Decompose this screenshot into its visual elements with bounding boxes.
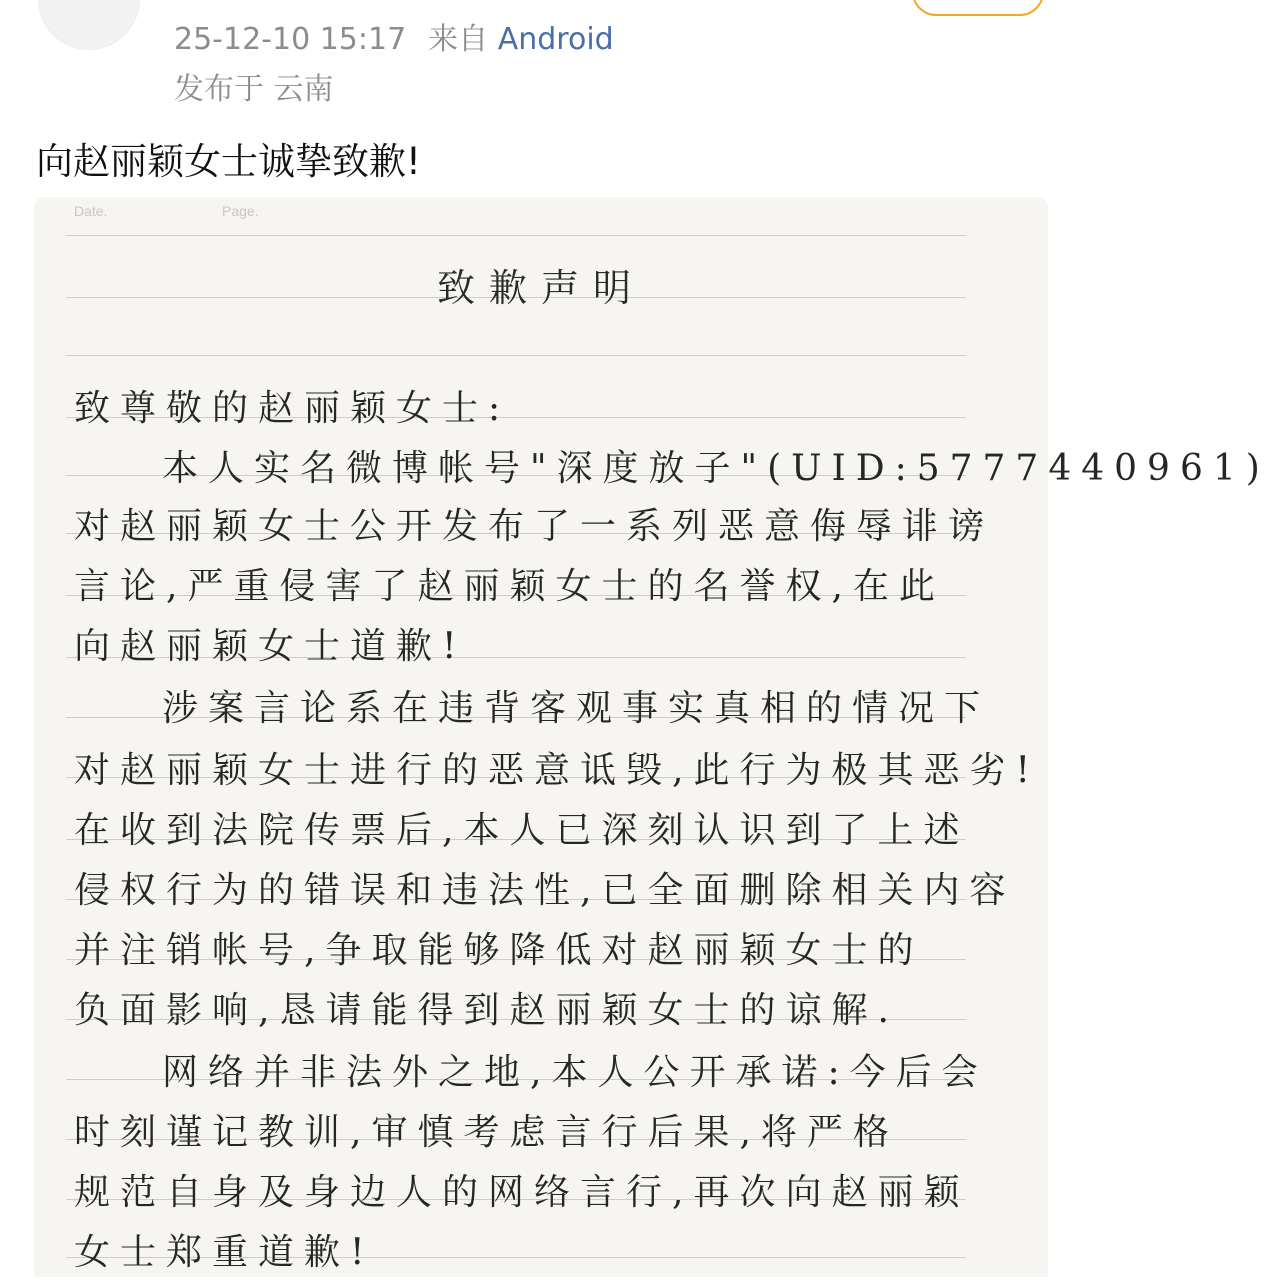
post-text: 向赵丽颖女士诚挚致歉! [36, 140, 421, 183]
paper-date-label: Date. [74, 203, 108, 219]
letter-line: 涉案言论系在违背客观事实真相的情况下 [162, 688, 991, 729]
avatar[interactable] [38, 0, 140, 50]
ruled-line [66, 235, 966, 236]
letter-line: 时刻谨记教训,审慎考虑言行后果,将严格 [74, 1112, 899, 1153]
letter-line: 规范自身及身边人的网络言行,再次向赵丽颖 [74, 1172, 970, 1213]
letter-line: 对赵丽颖女士进行的恶意诋毁,此行为极其恶劣! [74, 750, 1040, 791]
post-image[interactable] [34, 197, 1270, 1277]
letter-line: 对赵丽颖女士公开发布了一系列恶意侮辱诽谤 [74, 506, 995, 547]
letter-line: 向赵丽颖女士道歉! [74, 626, 467, 667]
letter-line: 负面影响,恳请能得到赵丽颖女士的谅解. [74, 990, 899, 1031]
letter-line: 女士郑重道歉! [74, 1232, 375, 1273]
post-location: 发布于 云南 [174, 72, 334, 107]
letter-line: 网络并非法外之地,本人公开承诺:今后会 [162, 1052, 988, 1093]
letter-line: 在收到法院传票后,本人已深刻认识到了上述 [74, 810, 970, 851]
letter-line: 并注销帐号,争取能够降低对赵丽颖女士的 [74, 930, 924, 971]
post-timestamp: 25-12-10 15:17 [174, 22, 407, 57]
letter-title: 致歉声明 [436, 266, 645, 310]
letter-line: 侵权行为的错误和违法性,已全面删除相关内容 [74, 870, 1016, 911]
ruled-line [66, 355, 966, 356]
paper-page-label: Page. [222, 203, 259, 219]
letter-salutation: 致尊敬的赵丽颖女士: [74, 388, 511, 429]
letter-line: 言论,严重侵害了赵丽颖女士的名誉权,在此 [74, 566, 945, 607]
letter-line: 本人实名微博帐号"深度放子"(UID:5777440961) [162, 448, 1270, 489]
follow-button[interactable] [912, 0, 1044, 16]
post-meta [174, 20, 614, 60]
post-source-link[interactable]: Android [497, 22, 614, 57]
post-source-prefix: 来自 [428, 22, 489, 57]
